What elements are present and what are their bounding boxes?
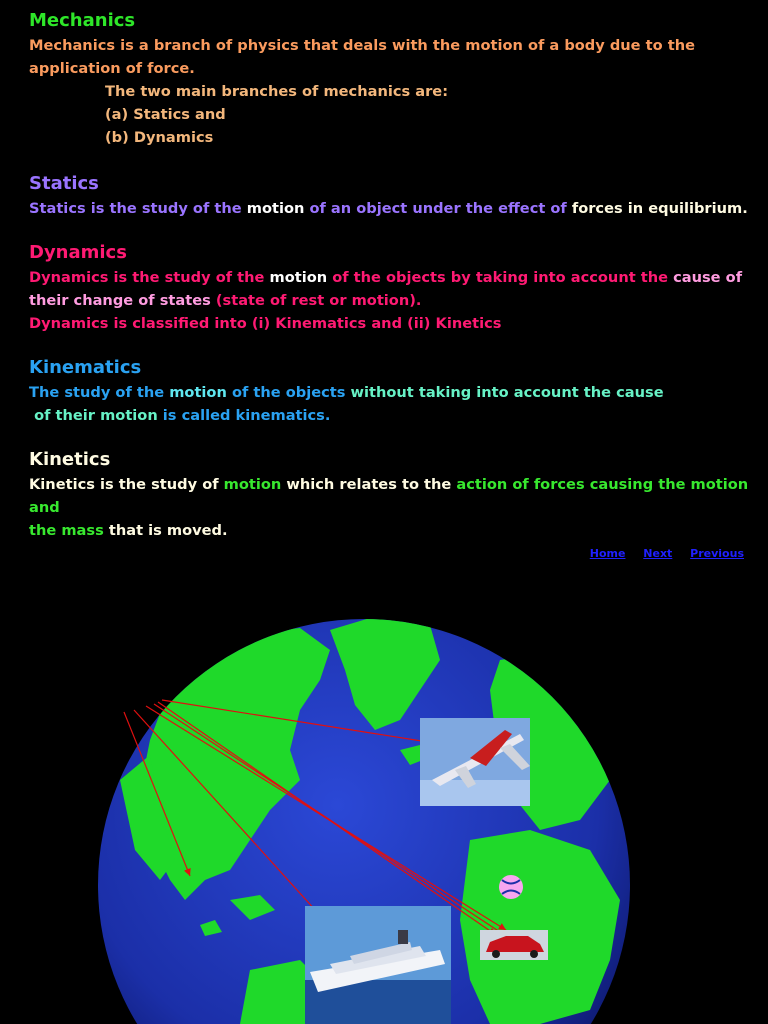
mechanics-text-1: Mechanics is a branch of physics that deals with the motion of a body due to the: [29, 37, 696, 54]
dynamics-part-6: (state of rest or motion).: [215, 292, 422, 309]
dynamics-text-2: [29, 289, 759, 312]
heading-kinetics: Kinetics: [29, 449, 111, 470]
kinematics-part-2: motion: [169, 384, 227, 401]
statics-part-2: motion: [246, 200, 305, 217]
branches-intro: The two main branches of mechanics are:: [105, 83, 449, 100]
globe-illustration: [0, 580, 768, 1024]
mechanics-text-2: application of force.: [29, 60, 195, 77]
heading-statics: Statics: [29, 173, 99, 194]
kinetics-part-6: that is moved.: [103, 522, 228, 539]
dynamics-part-3: of the objects by taking into account the: [327, 269, 674, 286]
statics-part-1: Statics is the study of the: [29, 200, 247, 217]
heading-dynamics: Dynamics: [29, 242, 127, 263]
content: [29, 8, 759, 542]
kinematics-part-4: without taking into account the cause: [350, 384, 664, 401]
page-nav: [576, 547, 744, 560]
kinematics-part-6: is called kinematics.: [162, 407, 331, 424]
kinetics-text-1: [29, 473, 759, 519]
dynamics-part-1: Dynamics is the study of the: [29, 269, 270, 286]
kinetics-part-5: the mass: [29, 522, 104, 539]
kinetics-part-1: Kinetics is the study of: [29, 476, 224, 493]
home-link[interactable]: Home: [589, 547, 626, 560]
atom-icon: [499, 875, 523, 899]
dynamics-text-1: [29, 266, 759, 289]
next-link[interactable]: Next: [643, 547, 673, 560]
dynamics-text-3: Dynamics is classified into (i) Kinematics and (ii) Kinetics: [29, 315, 502, 332]
statics-part-4: forces in equilibrium.: [571, 200, 748, 217]
dynamics-part-2: motion: [269, 269, 328, 286]
kinetics-part-3: which relates to the: [281, 476, 457, 493]
car-icon: [480, 930, 548, 960]
kinematics-text-1: [29, 381, 759, 404]
dynamics-part-5: their change of states: [29, 292, 216, 309]
heading-kinematics: Kinematics: [29, 357, 142, 378]
heading-mechanics: Mechanics: [29, 10, 136, 31]
previous-link[interactable]: Previous: [690, 547, 744, 560]
airplane-icon: [420, 718, 530, 806]
kinetics-part-2: motion: [223, 476, 282, 493]
kinematics-text-2: [29, 404, 759, 427]
kinetics-part-4: action of forces causing the motion and: [29, 476, 749, 516]
kinematics-part-1: The study of the: [29, 384, 170, 401]
kinematics-part-3: of the objects: [226, 384, 351, 401]
kinematics-part-5: of their motion: [29, 407, 163, 424]
cruise-ship-icon: [305, 906, 451, 1024]
dynamics-part-4: cause of: [673, 269, 743, 286]
statics-text: [29, 197, 759, 220]
branch-b: (b) Dynamics: [105, 129, 214, 146]
kinetics-text-2: [29, 519, 759, 542]
statics-part-3: of an object under the effect of: [304, 200, 572, 217]
branch-a: (a) Statics and: [105, 106, 226, 123]
